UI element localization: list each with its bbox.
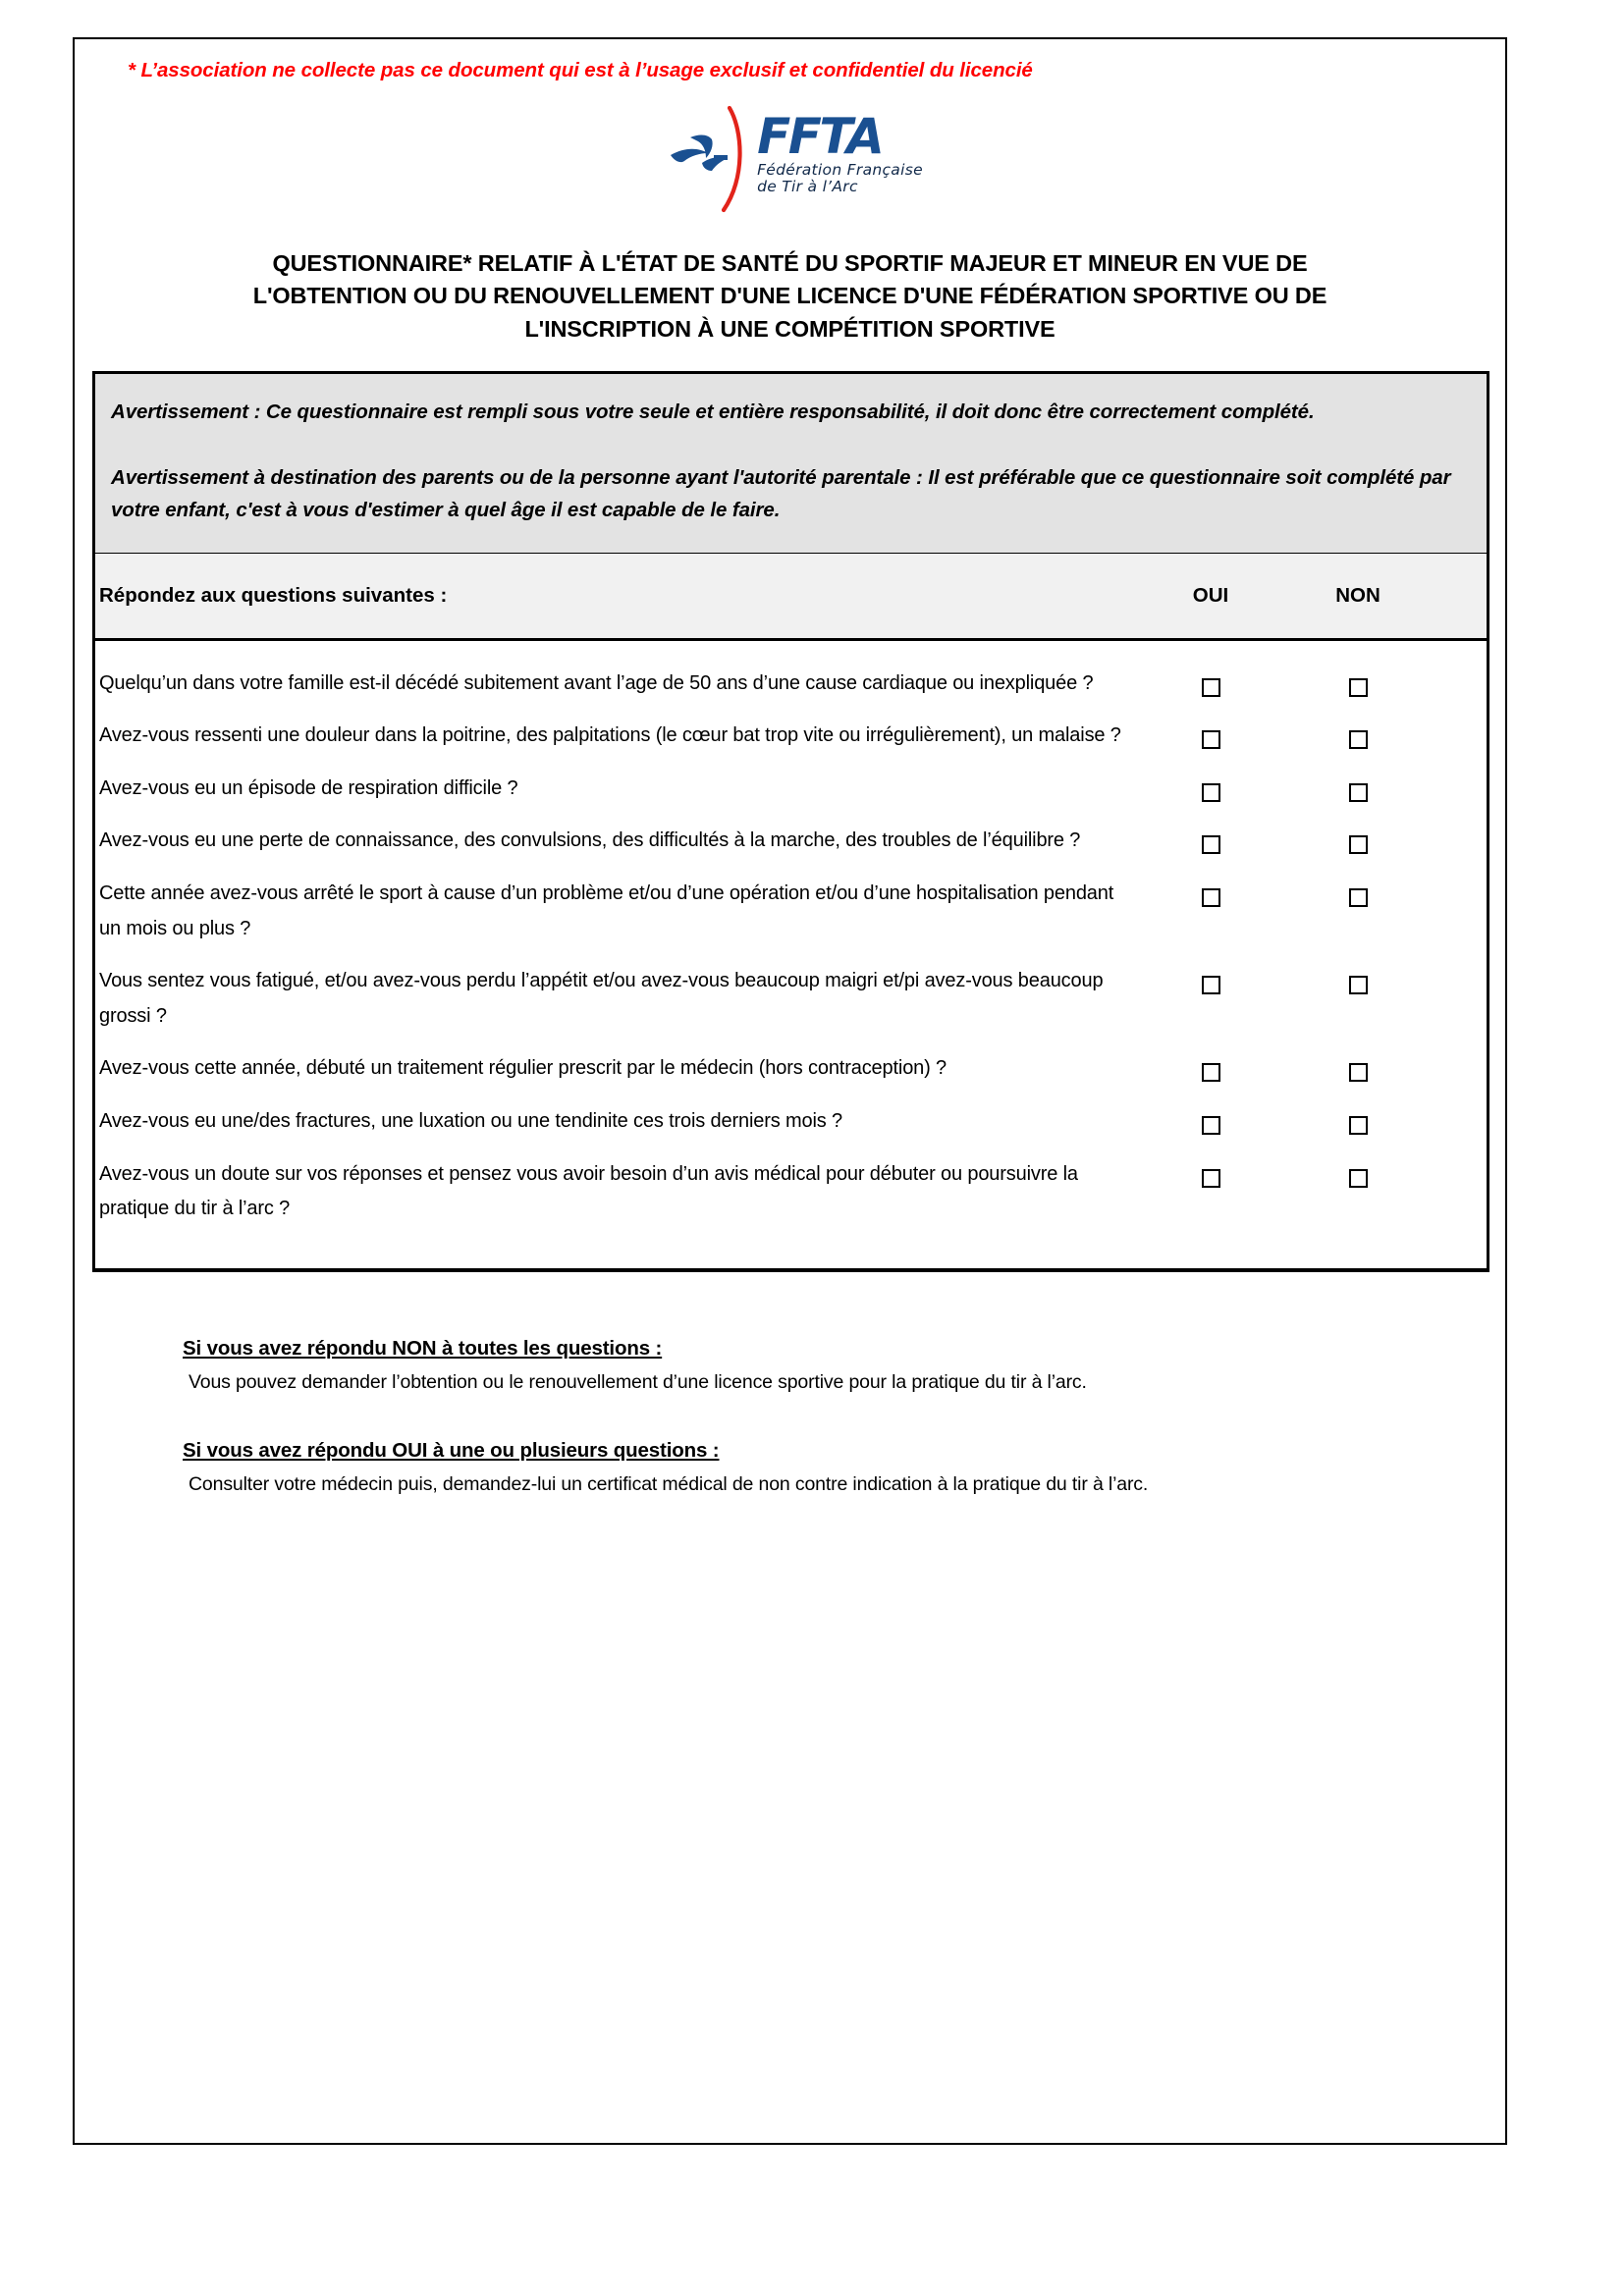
- question-text: Avez-vous eu un épisode de respiration difficile ?: [99, 776, 518, 799]
- checkbox-yes[interactable]: [1202, 1063, 1220, 1082]
- conclusion-block: [183, 1337, 1466, 1399]
- checkbox-no-cell: [1284, 772, 1432, 802]
- question-text: Avez-vous eu une perte de connaissance, des convulsions, des difficultés à la marche, des troubles de l’équilibre ?: [99, 829, 1081, 852]
- logo-tagline-line1: Fédération Française: [757, 161, 923, 179]
- checkbox-yes[interactable]: [1202, 678, 1220, 697]
- checkbox-no[interactable]: [1349, 835, 1368, 854]
- checkbox-no-cell: [1284, 719, 1432, 749]
- checkbox-yes-cell: [1137, 877, 1284, 907]
- checkbox-yes[interactable]: [1202, 730, 1220, 749]
- checkbox-no-cell: [1284, 1104, 1432, 1135]
- checkbox-no[interactable]: [1349, 1063, 1368, 1082]
- question-row: [95, 954, 1487, 1041]
- checkbox-yes[interactable]: [1202, 1169, 1220, 1188]
- conclusion-heading: Si vous avez répondu NON à toutes les questions :: [183, 1336, 663, 1360]
- checkbox-yes-cell: [1137, 772, 1284, 802]
- checkbox-no-cell: [1284, 877, 1432, 907]
- checkbox-no[interactable]: [1349, 976, 1368, 994]
- question-text: Vous sentez vous fatigué, et/ou avez-vous perdu l’appétit et/ou avez-vous beaucoup maigri et/pi avez-vous beaucoup grossi ?: [99, 970, 1104, 1027]
- checkbox-yes-cell: [1137, 824, 1284, 854]
- question-text: Avez-vous eu une/des fractures, une luxation ou une tendinite ces trois derniers mois ?: [99, 1110, 843, 1133]
- column-header-yes: OUI: [1192, 583, 1229, 607]
- warning-paragraph-parents: Avertissement à destination des parents ou de la personne ayant l'autorité parentale : Il est préférable que ce questionnaire soit complété par votre enfant, c'est à vous d'estimer à quel âge il est capable de le faire.: [111, 466, 1451, 522]
- checkbox-no[interactable]: [1349, 678, 1368, 697]
- checkbox-yes[interactable]: [1202, 835, 1220, 854]
- checkbox-no[interactable]: [1349, 730, 1368, 749]
- page-title-line1: QUESTIONNAIRE* RELATIF À L'ÉTAT DE SANTÉ DU SPORTIF MAJEUR ET MINEUR EN VUE DE: [272, 250, 1308, 276]
- question-row: [95, 814, 1487, 867]
- checkbox-no-cell: [1284, 1051, 1432, 1082]
- column-header-no: NON: [1335, 583, 1380, 607]
- conclusion-body: Consulter votre médecin puis, demandez-lui un certificat médical de non contre indication à la pratique du tir à l’arc.: [189, 1473, 1149, 1496]
- checkbox-yes-cell: [1137, 719, 1284, 749]
- question-row: [95, 657, 1487, 710]
- question-text: Cette année avez-vous arrêté le sport à cause d’un problème et/ou d’une opération et/ou d’une hospitalisation pendant un mois ou plus ?: [99, 882, 1114, 939]
- checkbox-no[interactable]: [1349, 783, 1368, 802]
- archer-bow-icon: [657, 104, 751, 214]
- checkbox-no[interactable]: [1349, 888, 1368, 907]
- checkbox-no-cell: [1284, 964, 1432, 994]
- question-row: [95, 709, 1487, 762]
- checkbox-no-cell: [1284, 1157, 1432, 1188]
- answer-prompt: Répondez aux questions suivantes :: [99, 583, 448, 607]
- ffta-logo: [75, 104, 1505, 214]
- checkbox-yes[interactable]: [1202, 1116, 1220, 1135]
- table-header-row: [95, 554, 1487, 641]
- checkbox-yes[interactable]: [1202, 783, 1220, 802]
- question-row: [95, 1148, 1487, 1235]
- page-title-line2: L'OBTENTION OU DU RENOUVELLEMENT D'UNE LICENCE D'UNE FÉDÉRATION SPORTIVE OU DE: [252, 283, 1327, 309]
- warning-paragraph-responsibility: Avertissement : Ce questionnaire est rempli sous votre seule et entière responsabilité, il doit donc être correctement complété.: [111, 400, 1315, 424]
- conclusion-body: Vous pouvez demander l’obtention ou le renouvellement d’une licence sportive pour la pratique du tir à l’arc.: [189, 1370, 1087, 1393]
- document-page: [73, 37, 1507, 2145]
- logo-tagline-line2: de Tir à l’Arc: [757, 177, 858, 195]
- question-text: Avez-vous ressenti une douleur dans la poitrine, des palpitations (le cœur bat trop vite ou irrégulièrement), un malaise ?: [99, 724, 1121, 747]
- question-row: [95, 762, 1487, 815]
- checkbox-yes-cell: [1137, 1157, 1284, 1188]
- conclusions-section: [183, 1337, 1505, 1501]
- logo-wordmark: FFTA: [757, 108, 883, 165]
- checkbox-no[interactable]: [1349, 1169, 1368, 1188]
- checkbox-yes-cell: [1137, 1051, 1284, 1082]
- question-row: [95, 1041, 1487, 1095]
- conclusion-block: [183, 1439, 1466, 1501]
- page-title: [135, 247, 1444, 346]
- checkbox-yes-cell: [1137, 1104, 1284, 1135]
- checkbox-yes-cell: [1137, 964, 1284, 994]
- confidentiality-notice: * L’association ne collecte pas ce document qui est à l’usage exclusif et confidentiel du licencié: [128, 59, 1033, 81]
- question-text: Avez-vous cette année, débuté un traitement régulier prescrit par le médecin (hors contraception) ?: [99, 1057, 947, 1080]
- question-text: Quelqu’un dans votre famille est-il décédé subitement avant l’age de 50 ans d’une cause cardiaque ou inexpliquée ?: [99, 671, 1094, 694]
- question-row: [95, 1095, 1487, 1148]
- question-row: [95, 867, 1487, 954]
- conclusion-heading: Si vous avez répondu OUI à une ou plusieurs questions :: [183, 1439, 720, 1463]
- warning-box: [95, 374, 1487, 554]
- logo-tagline: [757, 162, 923, 194]
- checkbox-yes[interactable]: [1202, 888, 1220, 907]
- question-text: Avez-vous un doute sur vos réponses et pensez vous avoir besoin d’un avis médical pour débuter ou poursuivre la pratique du tir à l’arc ?: [99, 1162, 1078, 1220]
- checkbox-no[interactable]: [1349, 1116, 1368, 1135]
- questionnaire-table: [92, 371, 1489, 1272]
- checkbox-yes[interactable]: [1202, 976, 1220, 994]
- page-title-line3: L'INSCRIPTION À UNE COMPÉTITION SPORTIVE: [524, 315, 1056, 342]
- checkbox-no-cell: [1284, 824, 1432, 854]
- question-list: [95, 641, 1487, 1268]
- checkbox-yes-cell: [1137, 667, 1284, 697]
- checkbox-no-cell: [1284, 667, 1432, 697]
